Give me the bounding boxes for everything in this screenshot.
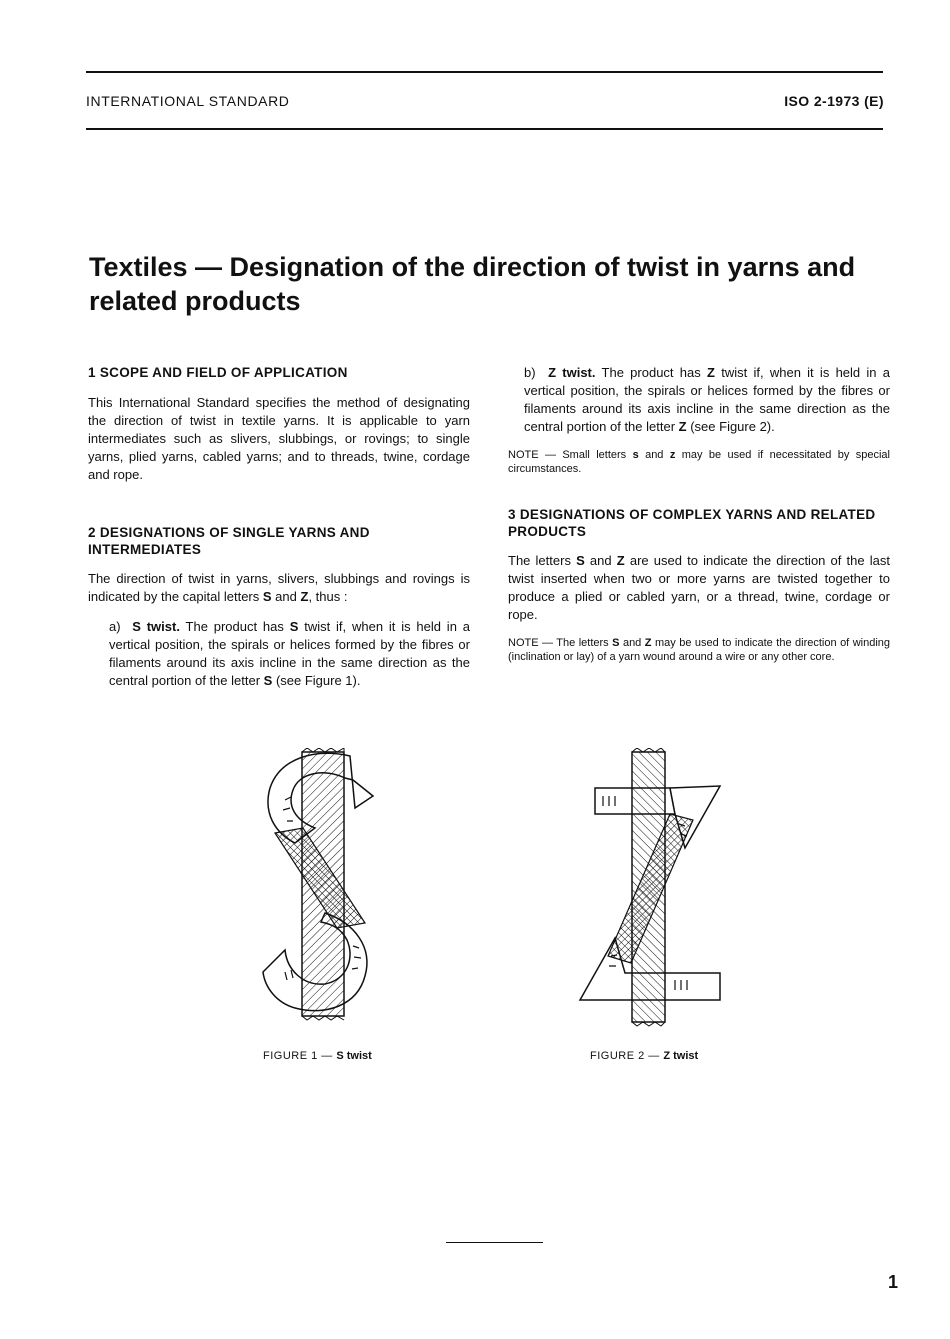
section-3-note: NOTE — The letters S and Z may be used to indicate the direction of winding (inclination or lay) of a yarn wound around a wire or any other core.: [508, 637, 891, 663]
footer-rule: [446, 1242, 543, 1243]
right-column: [508, 364, 890, 664]
section-2-heading: 2 DESIGNATIONS OF SINGLE YARNS AND INTERMEDIATES: [88, 525, 370, 557]
left-column: [88, 364, 470, 690]
header-left: INTERNATIONAL STANDARD: [86, 93, 290, 109]
section-1-heading: 1 SCOPE AND FIELD OF APPLICATION: [88, 365, 348, 380]
s-twist-item: a) S twist. The product has S twist if, when it is held in a vertical position, the spirals or helices formed by the fibres or filaments around its axis incline in the same direction as the central portion of the letter S (see Figure 1).: [109, 619, 470, 688]
header-right: ISO 2-1973 (E): [784, 93, 884, 109]
section-2-intro: The direction of twist in yarns, slivers, slubbings and rovings is indicated by the capital letters S and Z, thus :: [88, 571, 470, 604]
figure-2-caption: FIGURE 2 — Z twist: [590, 1050, 699, 1062]
section-3-body: The letters S and Z are used to indicate the direction of the last twist inserted when two or more yarns are twisted together to produce a plied or cabled yarn, or a thread, twine, cordage or rope.: [508, 553, 890, 622]
section-3-heading: 3 DESIGNATIONS OF COMPLEX YARNS AND RELATED PRODUCTS: [508, 507, 876, 539]
figure-1-s-twist-drawing: [255, 748, 385, 1023]
document-title: Textiles — Designation of the direction of twist in yarns and related products: [89, 252, 856, 316]
figure-1-caption: FIGURE 1 — S twist: [263, 1050, 372, 1062]
page-number: 1: [887, 1272, 898, 1292]
z-twist-note: NOTE — Small letters s and z may be used if necessitated by special circumstances.: [508, 449, 890, 475]
header-rule-bottom: [86, 128, 883, 130]
z-twist-item: b) Z twist. The product has Z twist if, when it is held in a vertical position, the spirals or helices formed by the fibres or filaments around its axis incline in the same direction as the central portion of the letter Z (see Figure 2).: [524, 365, 891, 434]
section-1-body: This International Standard specifies the method of designating the direction of twist in textile yarns. It is applicable to yarn intermediates such as slivers, slubbings, or rovings; to single yarns, plied yarns, cabled yarns; and to threads, twine, cordage and rope.: [88, 395, 470, 482]
figure-2-z-twist-drawing: [575, 748, 725, 1030]
header-rule-top: [86, 71, 883, 73]
